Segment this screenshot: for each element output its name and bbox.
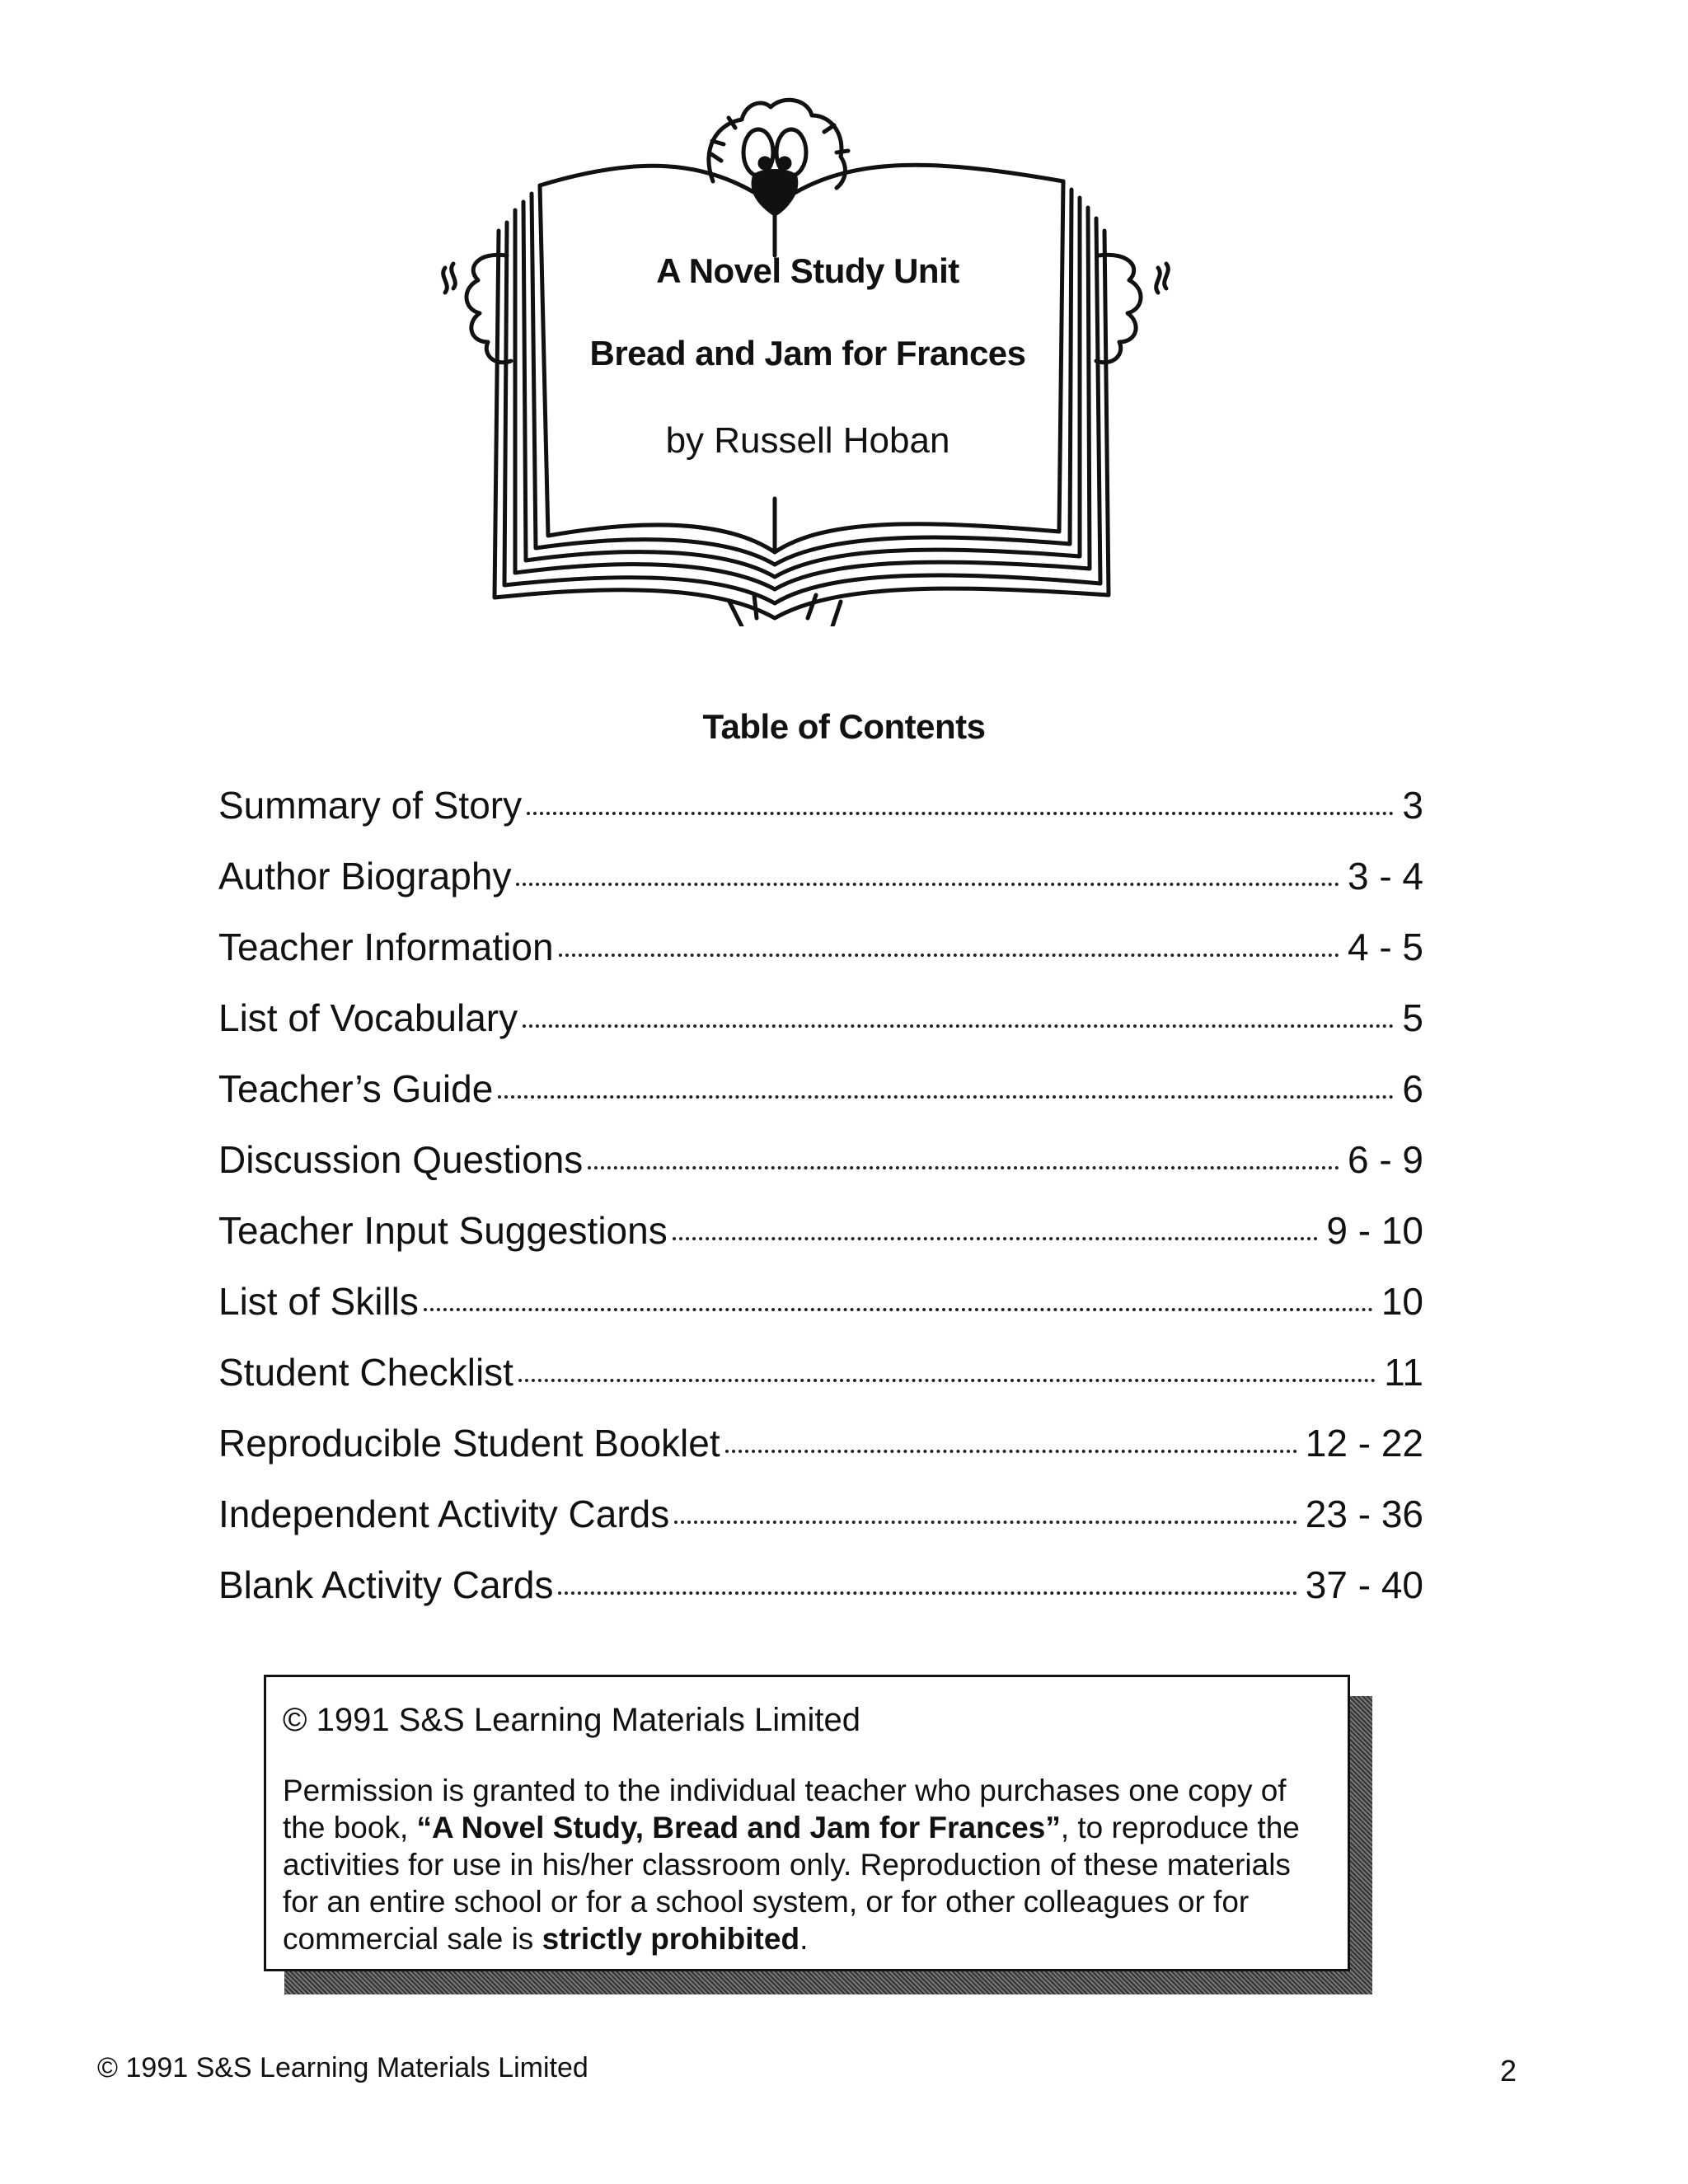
- book-subtitle: Bread and Jam for Frances: [589, 334, 1026, 373]
- toc-entry-title: Teacher Information: [218, 926, 554, 968]
- notice-text: Permission is granted to the individual teacher who purchases one copy of the book,: [283, 1774, 1287, 1844]
- notice-prohibition: strictly prohibited: [542, 1922, 800, 1956]
- toc-entry: [218, 1492, 1423, 1563]
- dot-leader: [518, 1379, 1376, 1382]
- toc-entry: [218, 1137, 1423, 1208]
- toc-entry-title: Teacher’s Guide: [218, 1067, 494, 1110]
- book-illustration: [429, 91, 1187, 626]
- dot-leader: [673, 1237, 1319, 1240]
- toc-entry-pages: 4 - 5: [1347, 926, 1423, 968]
- toc-entry-pages: 10: [1381, 1280, 1423, 1323]
- copyright-notice-box: [264, 1675, 1350, 1971]
- footer-copyright: © 1991 S&S Learning Materials Limited: [97, 2052, 588, 2083]
- toc-entry-pages: 11: [1384, 1351, 1423, 1394]
- book-title: A Novel Study Unit: [656, 251, 959, 290]
- toc-entry: [218, 1066, 1423, 1137]
- toc-entry-title: Discussion Questions: [218, 1138, 584, 1181]
- toc-entry-pages: 37 - 40: [1305, 1563, 1423, 1606]
- toc-entry-title: Student Checklist: [218, 1351, 513, 1394]
- notice-book-title: “A Novel Study, Bread and Jam for Frances”: [416, 1811, 1061, 1844]
- toc-entry-pages: 12 - 22: [1305, 1422, 1423, 1465]
- toc-entry-title: Teacher Input Suggestions: [218, 1209, 668, 1252]
- dot-leader: [559, 954, 1339, 957]
- toc-entry-title: List of Skills: [218, 1280, 419, 1323]
- toc-entry: [218, 1421, 1423, 1492]
- toc-entry: [218, 1279, 1423, 1350]
- toc-entry: [218, 783, 1423, 854]
- toc-entry-pages: 5: [1402, 996, 1423, 1039]
- book-author: by Russell Hoban: [665, 420, 950, 461]
- dot-leader: [588, 1166, 1339, 1169]
- dot-leader: [674, 1521, 1297, 1524]
- table-of-contents: [218, 783, 1423, 1633]
- toc-entry-title: Independent Activity Cards: [218, 1493, 670, 1535]
- toc-entry-title: Blank Activity Cards: [218, 1563, 554, 1606]
- toc-entry-title: Reproducible Student Booklet: [218, 1422, 720, 1465]
- dot-leader: [523, 1024, 1394, 1028]
- dot-leader: [424, 1308, 1373, 1311]
- dot-leader: [558, 1591, 1296, 1595]
- toc-entry: [218, 1208, 1423, 1279]
- toc-entry-title: List of Vocabulary: [218, 996, 518, 1039]
- dot-leader: [725, 1450, 1297, 1453]
- notice-text: .: [799, 1922, 809, 1956]
- toc-entry-pages: 9 - 10: [1326, 1209, 1423, 1252]
- toc-entry-pages: 6 - 9: [1347, 1138, 1423, 1181]
- toc-entry-title: Author Biography: [218, 855, 512, 898]
- toc-entry-pages: 3: [1402, 784, 1423, 827]
- toc-entry: [218, 996, 1423, 1066]
- notice-text: , to reproduce the activities for use in his/her classroom only. Reproduction of these materials for an entire school or for a school system, or for other colleagues or for commercial sale is: [283, 1811, 1300, 1956]
- page-number: 2: [1500, 2054, 1517, 2088]
- toc-entry: [218, 925, 1423, 996]
- toc-heading: Table of Contents: [702, 707, 986, 746]
- toc-entry: [218, 1350, 1423, 1421]
- toc-entry-title: Summary of Story: [218, 784, 523, 827]
- toc-entry: [218, 854, 1423, 925]
- toc-entry-pages: 6: [1402, 1067, 1423, 1110]
- toc-entry: [218, 1563, 1423, 1633]
- toc-entry-pages: 23 - 36: [1305, 1493, 1423, 1535]
- notice-body: [283, 1772, 1333, 1957]
- dot-leader: [516, 883, 1339, 886]
- dot-leader: [498, 1095, 1394, 1099]
- notice-heading: © 1991 S&S Learning Materials Limited: [283, 1702, 860, 1738]
- toc-entry-pages: 3 - 4: [1347, 855, 1423, 898]
- dot-leader: [527, 812, 1394, 815]
